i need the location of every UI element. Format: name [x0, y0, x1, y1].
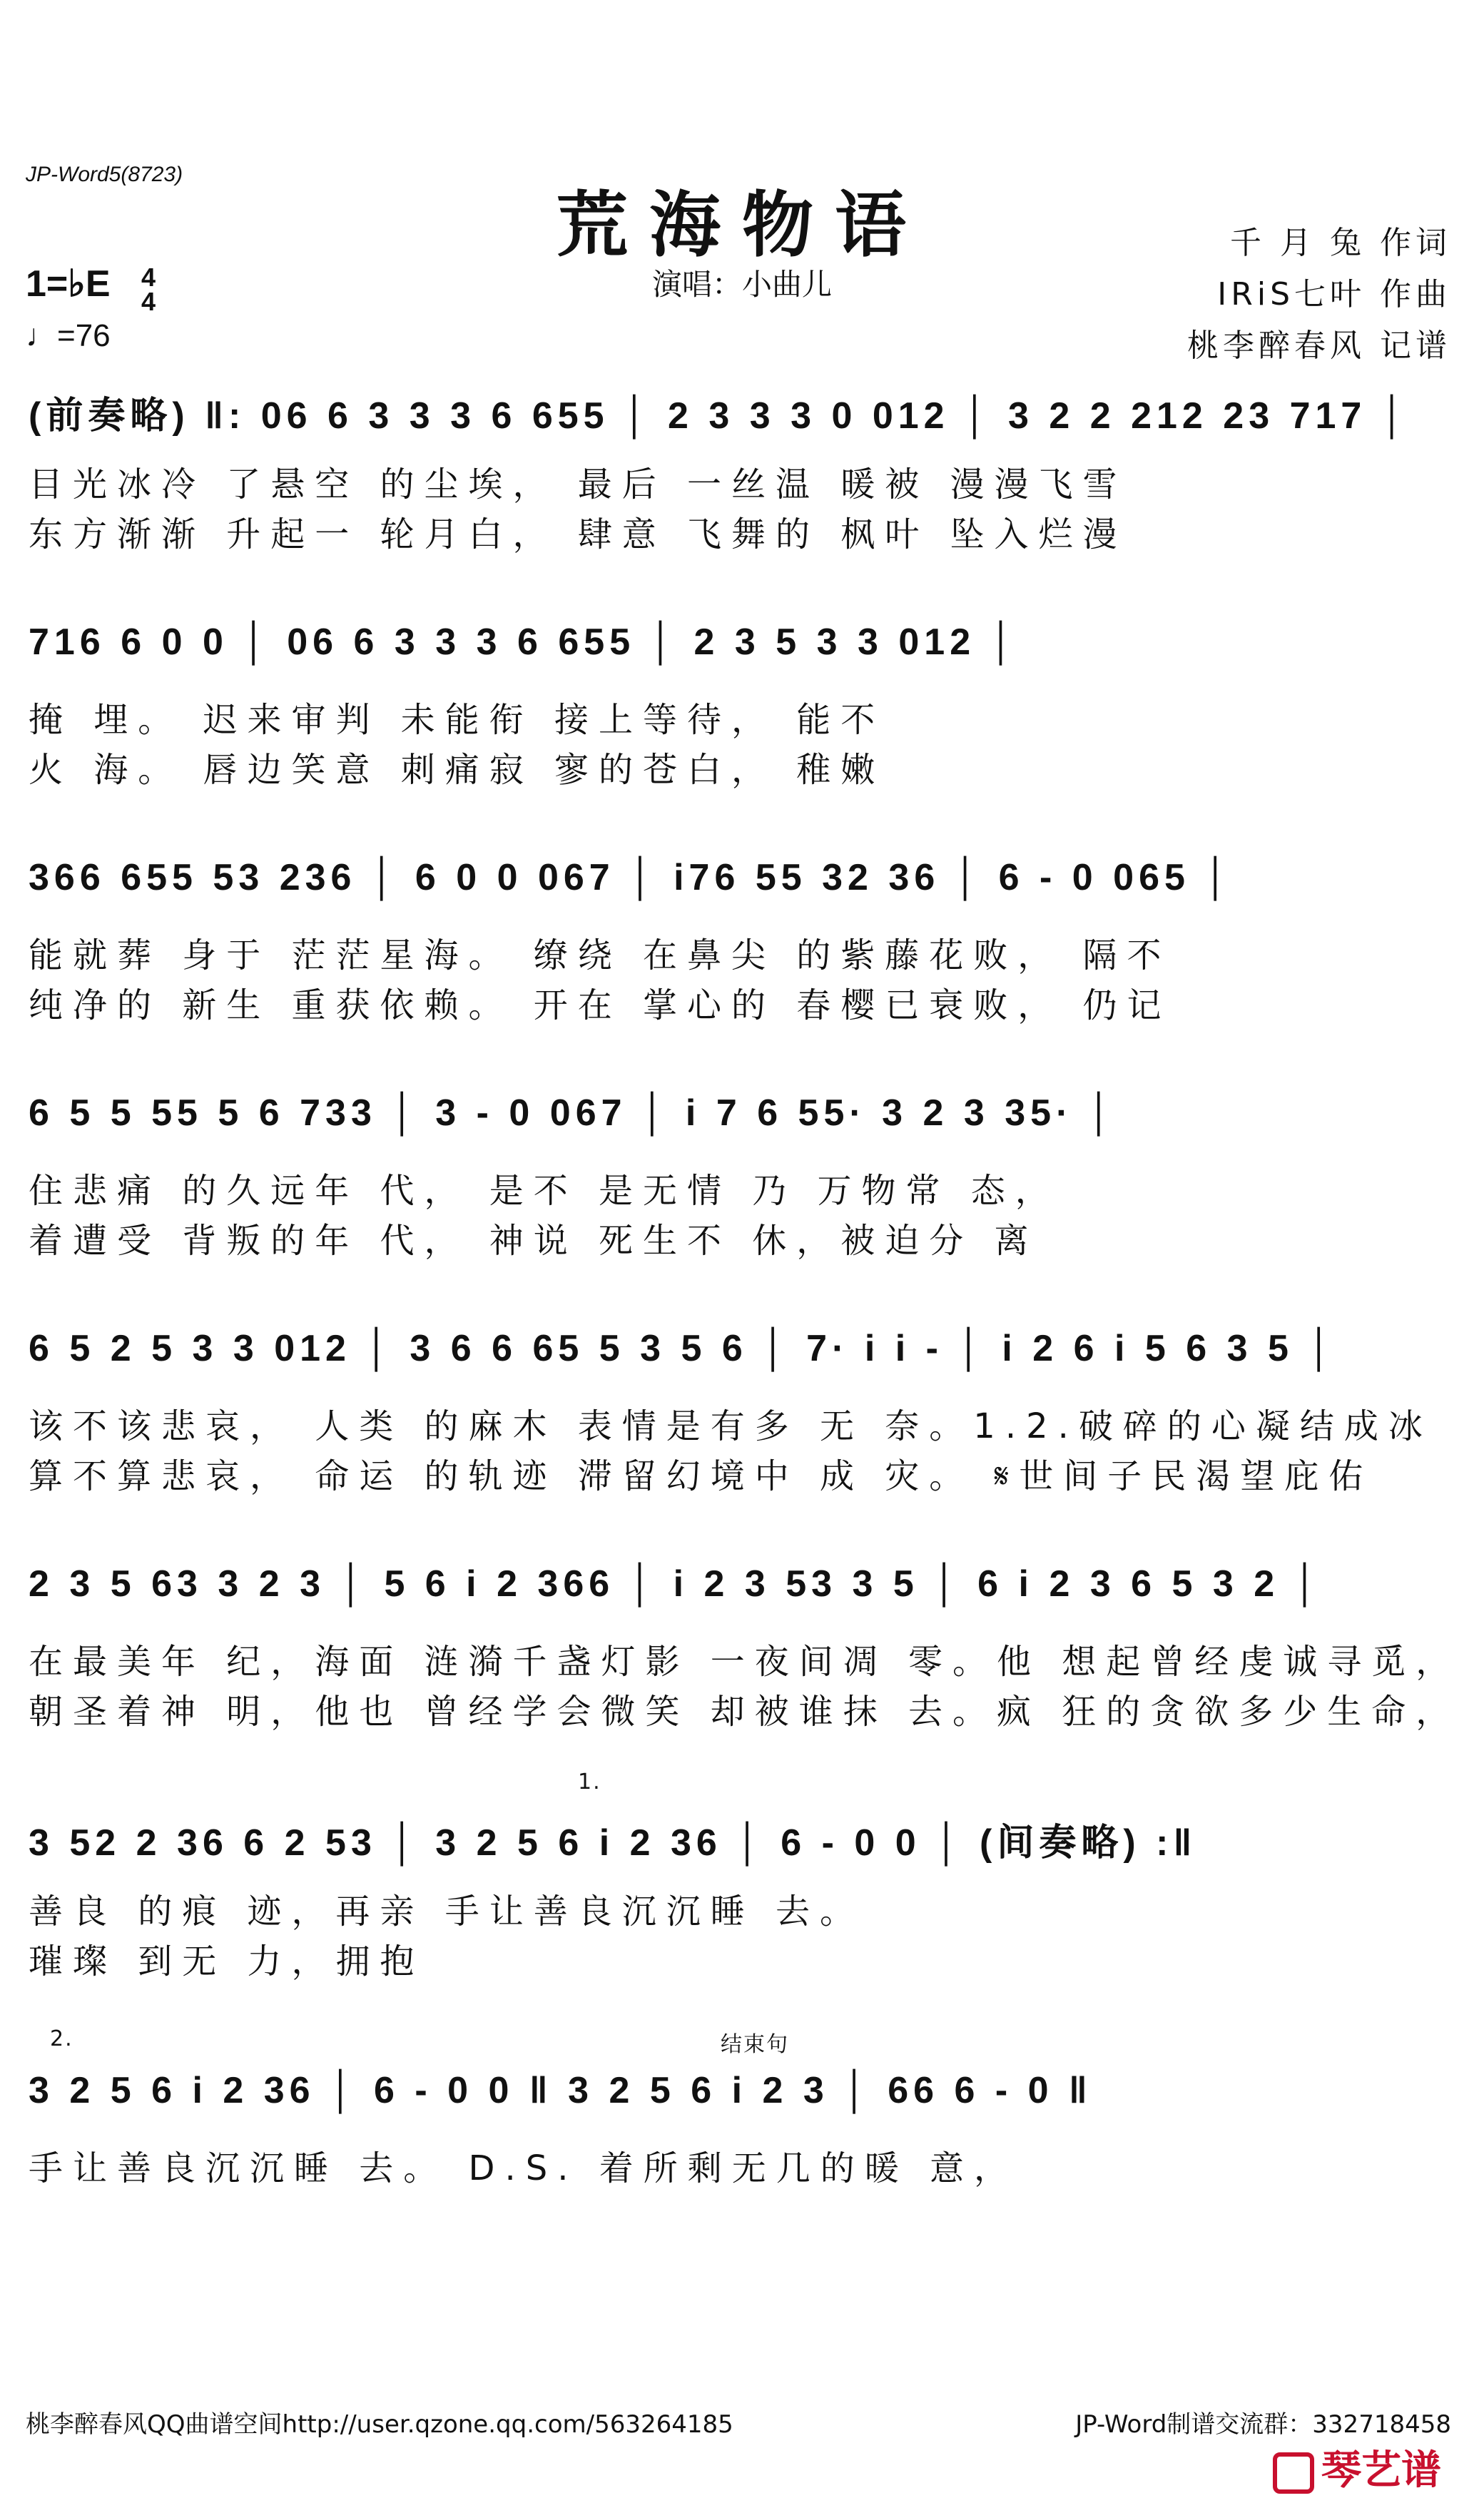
meter-top: 4 — [141, 263, 156, 292]
lyric-verse-2: 朝圣着神 明，他也 曾经学会微笑 却被谁抹 去。疯 狂的贪欲多少生命， — [29, 1692, 1460, 1732]
composer: IRiS七叶 作曲 — [1217, 276, 1451, 313]
lyric-verse-1: 在最美年 纪，海面 涟漪千盏灯影 一夜间凋 零。他 想起曾经虔诚寻觅， — [29, 1642, 1460, 1682]
lyric-verse-2: 纯净的 新生 重获依赖。 开在 掌心的 春樱已衰败， 仍记 — [29, 985, 1172, 1025]
notes: 6 5 5 55 5 6 733 │ 3 - 0 067 │ i 7 6 55· 3 2 3 35· │ — [29, 1092, 1117, 1134]
lyric-verse-1: 能就葬 身于 茫茫星海。 缭绕 在鼻尖 的紫藤花败， 隔不 — [29, 935, 1172, 975]
volta-1: 1. — [578, 1770, 601, 1794]
credits — [1187, 218, 1451, 372]
lyric-verse-2: 东方渐渐 升起一 轮月白， 肆意 飞舞的 枫叶 坠入烂漫 — [29, 514, 1127, 554]
notes: 366 655 53 236 │ 6 0 0 067 │ i76 55 32 36 │ 6 - 0 065 │ — [29, 857, 1234, 898]
key-signature: 1=♭E — [26, 263, 111, 305]
logo-icon — [1273, 2452, 1314, 2494]
notes: 6 5 2 5 3 3 012 │ 3 6 6 65 5 3 5 6 │ 7· i i - │ i 2 6 i 5 6 3 5 │ — [29, 1328, 1337, 1369]
time-signature — [141, 265, 156, 314]
meter-bottom: 4 — [141, 287, 156, 316]
transcriber: 桃李醉春风 记谱 — [1187, 328, 1451, 364]
lyric-verse-1: 住悲痛 的久远年 代， 是不 是无情 乃 万物常 态， — [29, 1171, 1059, 1211]
tempo-marking: ♩=76 — [26, 318, 111, 353]
singer-label: 演唱：小曲儿 — [651, 267, 832, 302]
volta-2: 2. — [50, 2026, 73, 2051]
lyric-verse-1: 手让善良沉沉睡 去。 D.S. 着所剩无几的暖 意， — [29, 2148, 1018, 2188]
logo-text: 琴艺谱 — [1321, 2447, 1441, 2494]
lyric-verse-1: 善良 的痕 迹，再亲 手让善良沉沉睡 去。 — [29, 1892, 865, 1931]
footer-qzone: 桃李醉春风QQ曲谱空间http://user.qzone.qq.com/563264185 — [26, 2410, 733, 2439]
coda-label: 结束句 — [721, 2032, 789, 2057]
brand-logo — [1273, 2439, 1441, 2496]
footer-group: JP-Word制谱交流群：332718458 — [1075, 2410, 1451, 2439]
lyric-verse-2: 着遭受 背叛的年 代， 神说 死生不 休，被迫分 离 — [29, 1221, 1039, 1261]
song-title: 荒海物语 — [556, 183, 928, 267]
notes: 3 52 2 36 6 2 53 │ 3 2 5 6 i 2 36 │ 6 - 0 0 │ (间奏略) :‖ — [29, 1822, 1197, 1864]
notes: 3 2 5 6 i 2 36 │ 6 - 0 0 ‖ 3 2 5 6 i 2 3 │ 66 6 - 0 ‖ — [29, 2070, 1092, 2111]
lyric-verse-1: 目光冰冷 了悬空 的尘埃， 最后 一丝温 暖被 漫漫飞雪 — [29, 464, 1127, 504]
lyric-verse-1: 该不该悲哀， 人类 的麻木 表情是有多 无 奈。1.2.破碎的心凝结成冰 — [29, 1406, 1433, 1446]
lyric-verse-2: 火 海。 唇边笑意 刺痛寂 寥的苍白， 稚嫩 — [29, 750, 885, 790]
notes: 716 6 0 0 │ 06 6 3 3 3 6 655 │ 2 3 5 3 3 012 │ — [29, 621, 1020, 663]
software-label: JP-Word5(8723) — [26, 163, 183, 186]
lyricist: 千 月 兔 作词 — [1230, 225, 1451, 261]
lyric-verse-2: 算不算悲哀， 命运 的轨迹 滞留幻境中 成 灾。 𝄋世间子民渴望庇佑 — [29, 1456, 1373, 1496]
notes: (前奏略) ‖: 06 6 3 3 3 6 655 │ 2 3 3 3 0 012 │ 3 2 2 212 23 717 │ — [29, 395, 1411, 437]
notes: 2 3 5 63 3 2 3 │ 5 6 i 2 366 │ i 2 3 53 3 5 │ 6 i 2 3 6 5 3 2 │ — [29, 1563, 1323, 1605]
lyric-verse-2: 璀璨 到无 力，拥抱 — [29, 1941, 425, 1981]
lyric-verse-1: 掩 埋。 迟来审判 未能衔 接上等待， 能不 — [29, 700, 885, 740]
